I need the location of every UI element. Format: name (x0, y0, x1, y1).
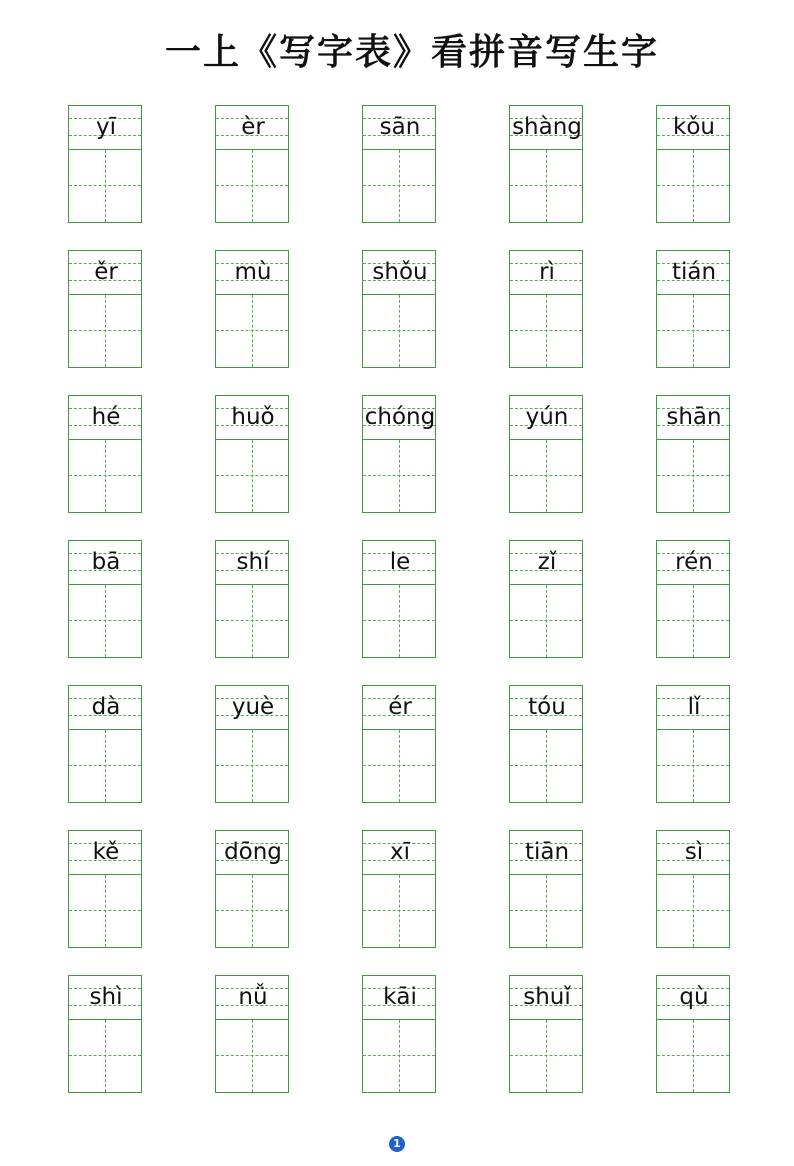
pinyin-box (509, 250, 583, 295)
writing-cell (215, 540, 289, 658)
writing-cell (509, 395, 583, 513)
pinyin-box (68, 830, 142, 875)
pinyin-box (362, 395, 436, 440)
character-writing-box[interactable] (509, 875, 583, 948)
character-writing-box[interactable] (215, 875, 289, 948)
pinyin-box (656, 540, 730, 585)
character-writing-box[interactable] (68, 1020, 142, 1093)
pinyin-box (509, 975, 583, 1020)
writing-cell (509, 105, 583, 223)
character-writing-box[interactable] (215, 150, 289, 223)
pinyin-label: tiān (524, 839, 570, 865)
character-writing-box[interactable] (656, 730, 730, 803)
character-writing-box[interactable] (68, 150, 142, 223)
page-number-badge: 1 (389, 1136, 405, 1152)
pinyin-box (509, 105, 583, 150)
pinyin-box (68, 540, 142, 585)
pinyin-label: le (389, 549, 411, 575)
writing-cell (509, 685, 583, 803)
writing-cell (509, 540, 583, 658)
pinyin-label: ěr (94, 259, 118, 285)
pinyin-label: dà (91, 694, 121, 720)
pinyin-box (68, 685, 142, 730)
pinyin-label: shàng (512, 114, 582, 140)
writing-cell (656, 395, 730, 513)
pinyin-box (68, 250, 142, 295)
pinyin-label: mù (234, 259, 272, 285)
pinyin-label: kǒu (673, 114, 715, 140)
writing-cell (656, 685, 730, 803)
pinyin-box (509, 830, 583, 875)
pinyin-label: yuè (231, 694, 275, 720)
page-title: 一上《写字表》看拼音写生字 (164, 31, 659, 73)
character-writing-box[interactable] (362, 295, 436, 368)
character-writing-box[interactable] (362, 730, 436, 803)
writing-cell (215, 250, 289, 368)
pinyin-box (68, 105, 142, 150)
pinyin-label: shí (236, 549, 270, 575)
character-writing-box[interactable] (215, 585, 289, 658)
character-writing-box[interactable] (656, 875, 730, 948)
writing-cell (656, 540, 730, 658)
writing-cell (656, 830, 730, 948)
writing-cell (215, 830, 289, 948)
pinyin-label: dōng (224, 839, 282, 865)
pinyin-label: hé (91, 404, 121, 430)
pinyin-label: yún (525, 404, 569, 430)
pinyin-box (509, 395, 583, 440)
writing-cell (68, 540, 142, 658)
character-writing-box[interactable] (362, 1020, 436, 1093)
pinyin-label: rén (675, 549, 713, 575)
pinyin-label: tián (671, 259, 717, 285)
pinyin-box (215, 975, 289, 1020)
pinyin-label: shān (666, 404, 722, 430)
writing-cell (362, 250, 436, 368)
character-writing-box[interactable] (656, 1020, 730, 1093)
pinyin-box (362, 830, 436, 875)
character-writing-box[interactable] (215, 440, 289, 513)
writing-cell (656, 105, 730, 223)
pinyin-box (215, 685, 289, 730)
character-writing-box[interactable] (68, 295, 142, 368)
pinyin-box (656, 250, 730, 295)
writing-cell (68, 830, 142, 948)
character-writing-box[interactable] (362, 875, 436, 948)
pinyin-label: bā (91, 549, 121, 575)
character-writing-box[interactable] (509, 730, 583, 803)
pinyin-label: huǒ (231, 404, 275, 430)
character-writing-box[interactable] (215, 295, 289, 368)
writing-cell (215, 685, 289, 803)
pinyin-label: qù (679, 984, 709, 1010)
writing-cell (362, 540, 436, 658)
pinyin-label: shì (89, 984, 123, 1010)
pinyin-label: tóu (528, 694, 566, 720)
pinyin-label: ér (388, 694, 412, 720)
character-writing-box[interactable] (509, 585, 583, 658)
pinyin-label: sì (684, 839, 704, 865)
pinyin-box (656, 975, 730, 1020)
pinyin-label: shuǐ (523, 984, 571, 1010)
writing-cell (656, 250, 730, 368)
pinyin-box (362, 105, 436, 150)
writing-cell (362, 395, 436, 513)
character-writing-box[interactable] (68, 730, 142, 803)
writing-cell (68, 105, 142, 223)
pinyin-box (215, 830, 289, 875)
pinyin-box (509, 685, 583, 730)
writing-cell (656, 975, 730, 1093)
writing-cell (68, 395, 142, 513)
pinyin-box (362, 685, 436, 730)
character-writing-box[interactable] (215, 730, 289, 803)
writing-cell (362, 105, 436, 223)
pinyin-box (215, 395, 289, 440)
character-writing-box[interactable] (362, 585, 436, 658)
pinyin-label: kāi (383, 984, 417, 1010)
pinyin-label: yī (95, 114, 116, 140)
character-writing-box[interactable] (509, 150, 583, 223)
character-writing-box[interactable] (509, 440, 583, 513)
pinyin-box (656, 830, 730, 875)
pinyin-label: zǐ (537, 549, 557, 575)
pinyin-box (362, 250, 436, 295)
character-writing-box[interactable] (509, 1020, 583, 1093)
pinyin-label: shǒu (372, 259, 428, 285)
writing-cell (509, 250, 583, 368)
character-writing-box[interactable] (68, 585, 142, 658)
pinyin-label: kě (92, 839, 120, 865)
writing-cell (215, 395, 289, 513)
character-writing-box[interactable] (215, 1020, 289, 1093)
character-writing-box[interactable] (362, 150, 436, 223)
pinyin-box (68, 395, 142, 440)
writing-cell (68, 685, 142, 803)
pinyin-box (68, 975, 142, 1020)
pinyin-label: èr (241, 114, 265, 140)
pinyin-box (656, 685, 730, 730)
writing-cell (215, 975, 289, 1093)
character-writing-box[interactable] (656, 585, 730, 658)
writing-cell (68, 975, 142, 1093)
character-writing-box[interactable] (68, 875, 142, 948)
character-writing-box[interactable] (656, 440, 730, 513)
character-writing-box[interactable] (656, 295, 730, 368)
writing-cell (509, 975, 583, 1093)
pinyin-box (215, 540, 289, 585)
pinyin-box (362, 975, 436, 1020)
pinyin-box (215, 250, 289, 295)
pinyin-box (656, 105, 730, 150)
writing-cell (215, 105, 289, 223)
character-writing-box[interactable] (362, 440, 436, 513)
writing-cell (68, 250, 142, 368)
writing-grid (68, 105, 730, 1093)
pinyin-label: nǚ (238, 984, 268, 1010)
pinyin-box (362, 540, 436, 585)
writing-cell (362, 975, 436, 1093)
pinyin-label: xī (389, 839, 410, 865)
pinyin-box (656, 395, 730, 440)
pinyin-label: lǐ (687, 694, 701, 720)
writing-cell (509, 830, 583, 948)
character-writing-box[interactable] (68, 440, 142, 513)
pinyin-label: sān (379, 114, 421, 140)
pinyin-box (509, 540, 583, 585)
pinyin-label: rì (539, 259, 555, 285)
character-writing-box[interactable] (509, 295, 583, 368)
writing-cell (362, 685, 436, 803)
pinyin-label: chóng (364, 404, 436, 430)
character-writing-box[interactable] (656, 150, 730, 223)
pinyin-box (215, 105, 289, 150)
writing-cell (362, 830, 436, 948)
